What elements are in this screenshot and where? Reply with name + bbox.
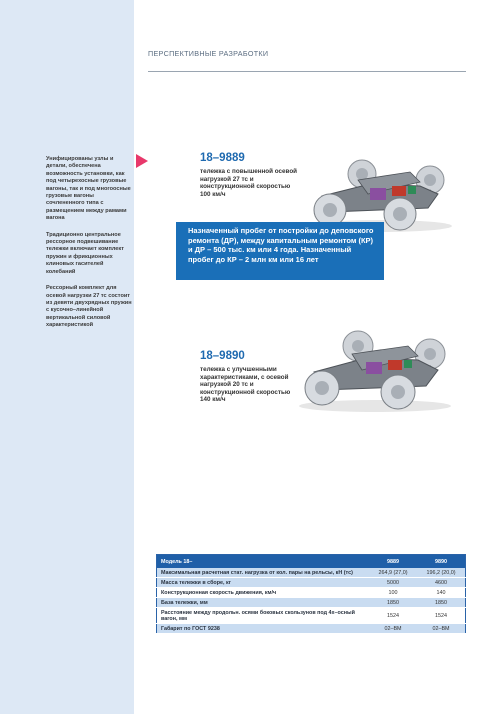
table-cell: 196,2 (20,0) [417, 568, 466, 578]
table-cell: 4600 [417, 578, 466, 588]
table-cell: 264,9 (27,0) [369, 568, 417, 578]
sidebar-paragraph: Унифицированы узлы и детали, обеспечена возможность установки, как под четырехосные грузовые вагоны, так и под многоосные грузовые вагоны сочлененного типа с размещением между рамами вагона [46, 156, 131, 222]
table-header-cell: 9889 [369, 555, 417, 569]
table-cell: Габарит по ГОСТ 9238 [157, 624, 370, 634]
model-description: тележка с повышенной осевой нагрузкой 27 тс и конструкционной скоростью 100 км/ч [200, 168, 298, 198]
table-header-cell: 9890 [417, 555, 466, 569]
table-cell: 100 [369, 588, 417, 598]
table-cell: 140 [417, 588, 466, 598]
table-header-cell: Модель 18– [157, 555, 370, 569]
table-row [157, 608, 466, 624]
spec-table [156, 554, 466, 634]
model-title: 18–9890 [200, 350, 245, 362]
table-cell: Масса тележки в сборе, кг [157, 578, 370, 588]
service-life-callout: Назначенный пробег от постройки до деповского ремонта (ДР), между капитальным ремонтом (КР) и ДР – 500 тыс. км или 4 года. Назначенный пробег до КР – 2 млн км или 16 лет [176, 222, 384, 280]
sidebar-panel [0, 0, 134, 714]
table-cell: 02–ВМ [369, 624, 417, 634]
sidebar-paragraph: Традиционно центральное рессорное подвешивание тележки включает комплект пружин и фрикционных клиновых гасителей колебаний [46, 231, 124, 275]
section-title: ПЕРСПЕКТИВНЫЕ РАЗРАБОТКИ [148, 49, 269, 58]
model-title: 18–9889 [200, 152, 245, 164]
table-cell: Расстояние между продольн. осями боковых скользунов под 4х–осный вагон, мм [157, 608, 370, 624]
table-cell: 1524 [417, 608, 466, 624]
sidebar-notes [46, 156, 132, 339]
header-divider [148, 71, 466, 72]
table-cell: 02–ВМ [417, 624, 466, 634]
pointer-arrow-icon [136, 154, 148, 168]
table-cell: База тележки, мм [157, 598, 370, 608]
table-row [157, 588, 466, 598]
table-header-row [157, 555, 466, 569]
bogie-illustration-9890 [290, 320, 460, 415]
table-cell: 1850 [369, 598, 417, 608]
table-cell: 1524 [369, 608, 417, 624]
model-description: тележка с улучшенными характеристиками, с осевой нагрузкой 20 тс и конструкционной скоростью 140 км/ч [200, 366, 291, 404]
table-cell: 5000 [369, 578, 417, 588]
table-row [157, 598, 466, 608]
sidebar-paragraph: Рессорный комплект для осевой нагрузки 27 тс состоит из девяти двухрядных пружин с кусочно–линейной вертикальной силовой характеристикой [46, 285, 132, 329]
table-row [157, 578, 466, 588]
table-cell: Конструкционная скорость движения, км/ч [157, 588, 370, 598]
table-cell: 1850 [417, 598, 466, 608]
table-cell: Максимальная расчетная стат. нагрузка от кол. пары на рельсы, кН (тс) [157, 568, 370, 578]
table-row [157, 624, 466, 634]
table-row [157, 568, 466, 578]
